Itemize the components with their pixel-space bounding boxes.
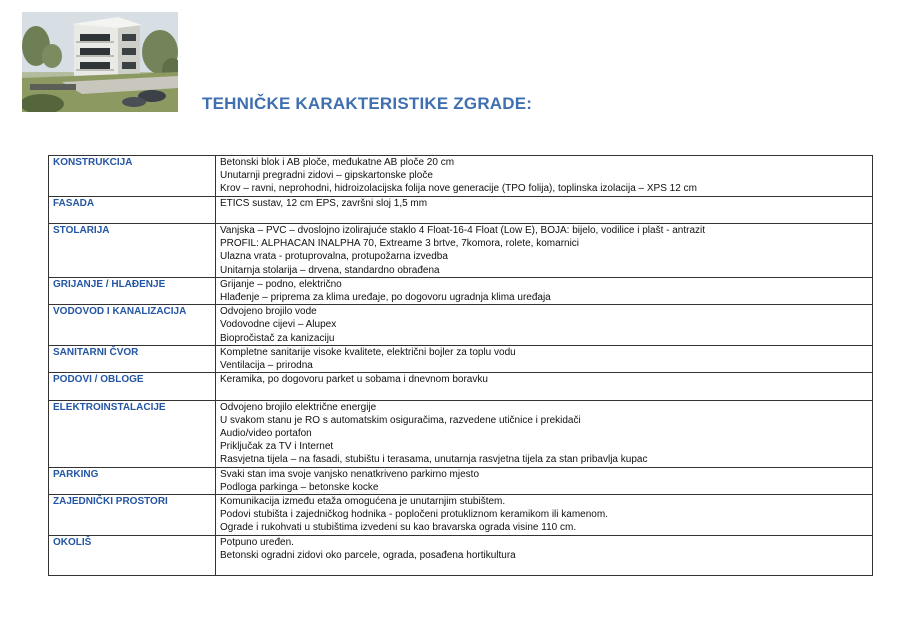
value-line: Hlađenje – priprema za klima uređaje, po dogovoru ugradnja klima uređaja (220, 292, 551, 304)
row-label: GRIJANJE / HLAĐENJE (49, 277, 216, 304)
row-value (216, 305, 873, 346)
table-row (49, 305, 873, 346)
value-line: Ulazna vrata - protuprovalna, protupožarna izvedba (220, 251, 448, 263)
value-line: Odvojeno brojilo vode (220, 306, 317, 318)
row-label: ELEKTROINSTALACIJE (49, 400, 216, 467)
table-row (49, 345, 873, 372)
value-line: Kompletne sanitarije visoke kvalitete, električni bojler za toplu vodu (220, 346, 516, 358)
table-row (49, 224, 873, 278)
row-value (216, 373, 873, 400)
row-label: FASADA (49, 196, 216, 223)
row-label: VODOVOD I KANALIZACIJA (49, 305, 216, 346)
row-value (216, 467, 873, 494)
value-line: PROFIL: ALPHACAN INALPHA 70, Extreame 3 brtve, 7komora, rolete, komarnici (220, 238, 580, 250)
value-line: Unitarnja stolarija – drvena, standardno obrađena (220, 264, 440, 276)
value-line: Podloga parkinga – betonske kocke (220, 481, 379, 493)
value-line: Potpuno uređen. (220, 536, 294, 548)
value-line: Keramika, po dogovoru parket u sobama i dnevnom boravku (220, 374, 488, 386)
row-value (216, 277, 873, 304)
value-line: Podovi stubišta i zajedničkog hodnika - popločeni protukliznom keramikom ili kamenom. (220, 509, 608, 521)
value-line: Betonski blok i AB ploče, međukatne AB ploče 20 cm (220, 157, 455, 168)
row-label: PODOVI / OBLOGE (49, 373, 216, 400)
row-value (216, 196, 873, 223)
value-line: Odvojeno brojilo električne energije (220, 401, 377, 413)
value-line: Vanjska – PVC – dvoslojno izolirajuće staklo 4 Float-16-4 Float (Low E), BOJA: bijelo, vodilice i plašt - antrazit (220, 225, 706, 237)
row-value (216, 495, 873, 536)
row-value (216, 535, 873, 576)
value-line: Betonski ogradni zidovi oko parcele, ograda, posađena hortikultura (220, 549, 516, 561)
value-line: Svaki stan ima svoje vanjsko nenatkriveno parkirno mjesto (220, 468, 480, 480)
value-line: Komunikacija između etaža omogućena je unutarnjim stubištem. (220, 496, 506, 508)
value-line: Ventilacija – prirodna (220, 360, 313, 372)
value-line: Audio/video portafon (220, 428, 312, 440)
value-line: Unutarnji pregradni zidovi – gipskartonske ploče (220, 170, 433, 182)
row-label: KONSTRUKCIJA (49, 156, 216, 197)
row-value (216, 400, 873, 467)
row-value (216, 345, 873, 372)
table-row (49, 373, 873, 400)
value-line: Krov – ravni, neprohodni, hidroizolacijska folija nove generacije (TPO folija), toplinska izolacija – XPS 12 cm (220, 183, 697, 195)
row-label: OKOLIŠ (49, 535, 216, 576)
table-row (49, 467, 873, 494)
table-row (49, 277, 873, 304)
value-line: Vodovodne cijevi – Alupex (220, 319, 337, 331)
value-line: Ograde i rukohvati u stubištima izvedeni su kao bravarska ograda visine 110 cm. (220, 522, 577, 534)
row-value (216, 224, 873, 278)
value-line: Grijanje – podno, električno (220, 278, 342, 290)
value-line: U svakom stanu je RO s automatskim osiguračima, razvedene utičnice i prekidači (220, 414, 581, 426)
table-row (49, 156, 873, 197)
value-line (220, 210, 868, 223)
row-label: SANITARNI ČVOR (49, 345, 216, 372)
row-value (216, 156, 873, 197)
table-row (49, 535, 873, 576)
row-label: PARKING (49, 467, 216, 494)
row-label: ZAJEDNIČKI PROSTORI (49, 495, 216, 536)
specifications-table (48, 155, 873, 576)
row-label: STOLARIJA (49, 224, 216, 278)
building-render-image (22, 12, 178, 112)
page-title: TEHNIČKE KARAKTERISTIKE ZGRADE: (202, 94, 533, 113)
value-line: Rasvjetna tijela – na fasadi, stubištu i terasama, unutarnja rasvjetna tijela za stan pribavlja kupac (220, 454, 648, 466)
value-line (220, 386, 868, 399)
table-row (49, 495, 873, 536)
table-row (49, 196, 873, 223)
value-line: ETICS sustav, 12 cm EPS, završni sloj 1,5 mm (220, 197, 428, 209)
value-line (220, 562, 868, 575)
value-line: Biopročistač za kanizaciju (220, 332, 335, 344)
value-line: Priključak za TV i Internet (220, 441, 334, 453)
table-row (49, 400, 873, 467)
